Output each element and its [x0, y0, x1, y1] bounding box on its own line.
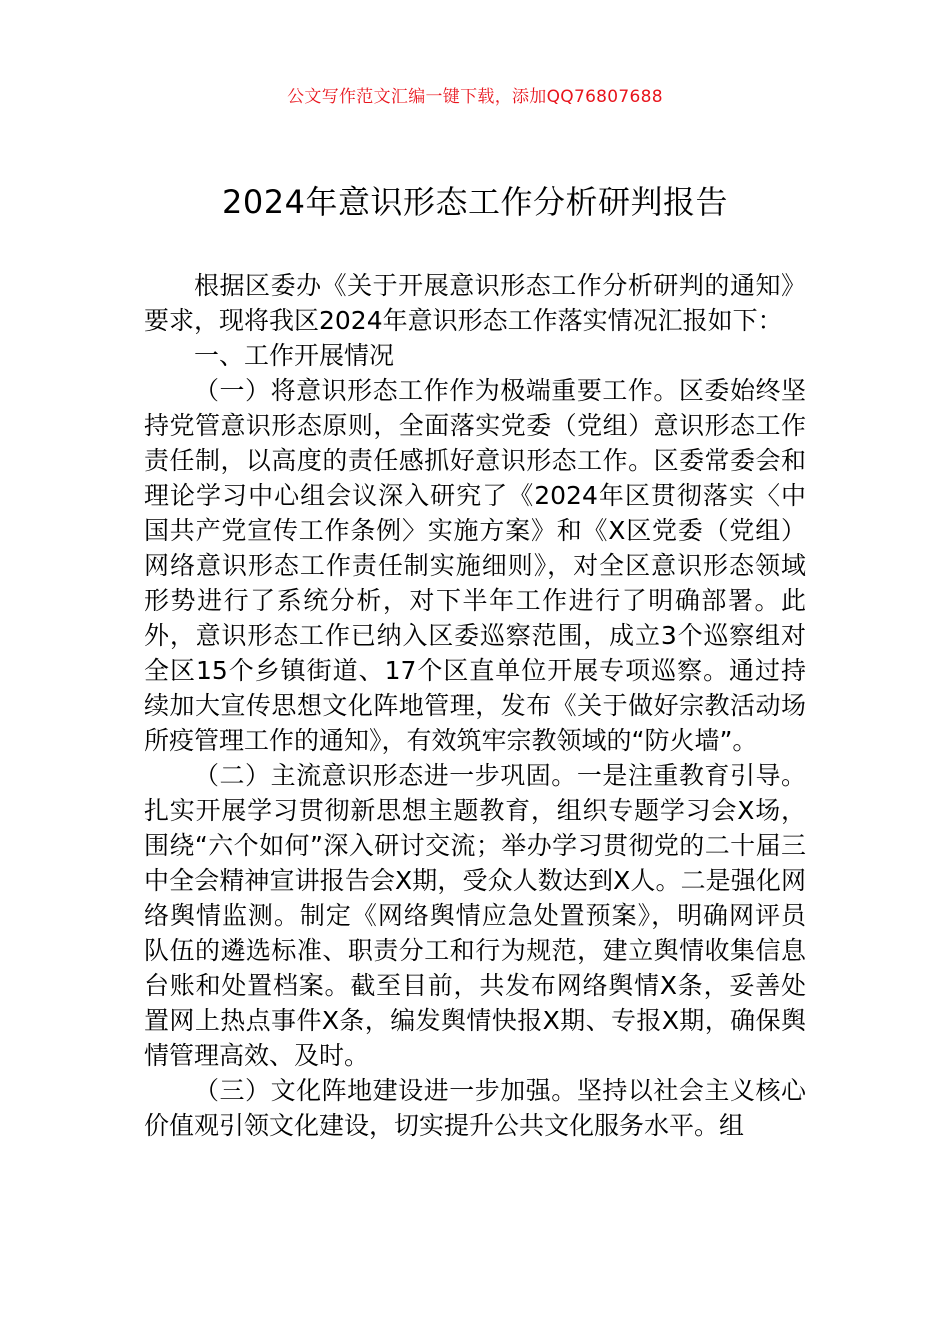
- paragraph-intro: 根据区委办《关于开展意识形态工作分析研判的通知》要求，现将我区2024年意识形态工作落实情况汇报如下：: [144, 271, 806, 335]
- document-title: 2024年意识形态工作分析研判报告: [222, 183, 728, 221]
- paragraph-item-1: （一）将意识形态工作作为极端重要工作。区委始终坚持党管意识形态原则，全面落实党委（党组）意识形态工作责任制，以高度的责任感抓好意识形态工作。区委常委会和理论学习中心组会议深入研究了《2024年区贯彻落实〈中国共产党宣传工作条例〉实施方案》和《X区党委（党组）网络意识形态工作责任制实施细则》，对全区意识形态领域形势进行了系统分析，对下半年工作进行了明确部署。此外，意识形态工作已纳入区委巡察范围，成立3个巡察组对全区15个乡镇街道、17个区直单位开展专项巡察。通过持续加大宣传思想文化阵地管理，发布《关于做好宗教活动场所疫管理工作的通知》，有效筑牢宗教领域的“防火墙”。: [144, 376, 806, 755]
- paragraph-item-2: （二）主流意识形态进一步巩固。一是注重教育引导。扎实开展学习贯彻新思想主题教育，组织专题学习会X场，围绕“六个如何”深入研讨交流；举办学习贯彻党的二十届三中全会精神宣讲报告会X期，受众人数达到X人。二是强化网络舆情监测。制定《网络舆情应急处置预案》，明确网评员队伍的遴选标准、职责分工和行为规范，建立舆情收集信息台账和处置档案。截至目前，共发布网络舆情X条，妥善处置网上热点事件X条，编发舆情快报X期、专报X期，确保舆情管理高效、及时。: [144, 761, 806, 1070]
- paragraph-item-3: （三）文化阵地建设进一步加强。坚持以社会主义核心价值观引领文化建设，切实提升公共文化服务水平。组: [144, 1076, 806, 1140]
- watermark-banner: 公文写作范文汇编一键下载，添加QQ76807688: [287, 87, 663, 107]
- document-body: [144, 268, 806, 1143]
- section-heading: 一、工作开展情况: [194, 341, 395, 370]
